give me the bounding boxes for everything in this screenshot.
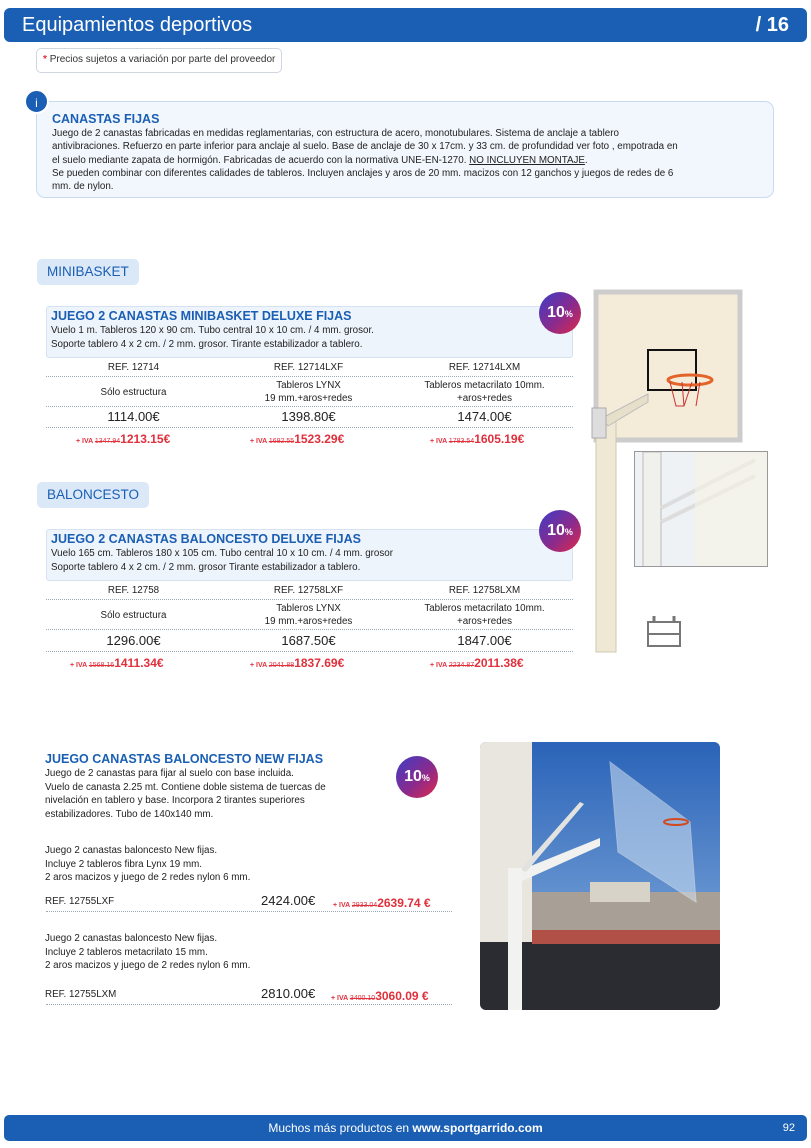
- price-notice: [36, 48, 282, 73]
- product-title: JUEGO 2 CANASTAS MINIBASKET DELUXE FIJAS: [51, 309, 352, 323]
- price-with-iva: + IVA 1568.161411.34€: [70, 656, 164, 670]
- info-line: Juego de 2 canastas fabricadas en medidas reglamentarias, con estructura de acero, monotubulares. Sistema de anclaje a tablero: [52, 128, 619, 139]
- info-line: mm. de nylon.: [52, 181, 114, 193]
- outdoor-basket-photo: [480, 742, 720, 1010]
- variant-desc: Tableros metacrilato 10mm. +aros+redes: [424, 603, 545, 627]
- price-with-iva: + IVA 3400.103060.09 €: [331, 989, 429, 1003]
- anchor-detail-image: [634, 451, 768, 567]
- variant-description: Juego 2 canastas baloncesto New fijas. Incluye 2 tableros metacrilato 15 mm. 2 aros macizos y juego de 2 redes nylon 6 mm.: [45, 933, 251, 971]
- variant-desc: Sólo estructura: [100, 387, 167, 398]
- discount-badge: 10%: [539, 292, 581, 334]
- info-line: el suelo mediante zapata de hormigón. Fabricadas de acuerdo con la normativa UNE-EN-1270. NO INCLUYEN MONTAJE.: [52, 154, 588, 166]
- price-notice-text: Precios sujetos a variación por parte del proveedor: [49, 54, 276, 65]
- info-line: antivibraciones. Refuerzo en parte inferior para anclaje al suelo. Base de anclaje de 30 x 17cm. y 33 cm. de profundidad ver foto , empotrada en: [52, 141, 678, 153]
- product-description: Vuelo 165 cm. Tableros 180 x 105 cm. Tubo central 10 x 10 cm. / 4 mm. grosor: [51, 548, 393, 559]
- price: 1296.00€: [106, 633, 161, 648]
- info-title: CANASTAS FIJAS: [52, 112, 160, 126]
- price: 2424.00€: [261, 893, 316, 908]
- page-number: 92: [782, 1122, 795, 1134]
- price-with-iva: + IVA 1783.541605.19€: [430, 432, 525, 446]
- product-description: Soporte tablero 4 x 2 cm. / 2 mm. grosor Tirante estabilizador a tablero.: [51, 562, 361, 573]
- price: 1474.00€: [457, 409, 512, 424]
- website-link[interactable]: www.sportgarrido.com: [412, 1121, 543, 1135]
- divider: [46, 427, 573, 428]
- product-description: Vuelo 1 m. Tableros 120 x 90 cm. Tubo central 10 x 10 cm. / 4 mm. grosor.: [51, 325, 374, 336]
- ref-code: REF. 12758: [107, 585, 160, 596]
- page-title: Equipamientos deportivos: [22, 14, 253, 36]
- footer-promo: Muchos más productos en www.sportgarrido.com: [268, 1121, 543, 1135]
- price: 1687.50€: [281, 633, 336, 648]
- ref-code: REF. 12758LXM: [448, 585, 521, 596]
- section-tag-minibasket: MINIBASKET: [37, 259, 139, 285]
- ref-code: REF. 12755LXM: [45, 989, 117, 1000]
- info-line: Se pueden combinar con diferentes calidades de tableros. Incluyen anclajes y aros de 20 mm. macizos con 12 ganchos y juegos de redes de 6: [52, 167, 674, 179]
- section-page-number: / 16: [755, 14, 789, 36]
- ref-code: REF. 12714: [107, 362, 160, 373]
- ref-code: REF. 12714LXF: [273, 362, 344, 373]
- divider: [46, 599, 573, 600]
- variant-desc: Sólo estructura: [100, 610, 167, 621]
- ref-code: REF. 12755LXF: [45, 896, 115, 907]
- price: 1114.00€: [107, 409, 160, 424]
- page-footer: [4, 1115, 807, 1141]
- product-title: JUEGO CANASTAS BALONCESTO NEW FIJAS: [45, 752, 324, 766]
- asterisk: *: [43, 54, 47, 65]
- price-with-iva: + IVA 2234.872011.38€: [430, 656, 524, 670]
- divider: [46, 629, 573, 630]
- info-description: [52, 127, 764, 193]
- price: 2810.00€: [261, 986, 316, 1001]
- no-montaje-note: NO INCLUYEN MONTAJE: [469, 154, 585, 166]
- price-with-iva: + IVA 2933.042639.74 €: [333, 896, 431, 910]
- discount-badge: 10%: [396, 756, 438, 798]
- divider: [46, 651, 573, 652]
- divider: [46, 1004, 452, 1005]
- ref-code: REF. 12714LXM: [448, 362, 521, 373]
- variant-desc: Tableros LYNX 19 mm.+aros+redes: [264, 380, 353, 404]
- price: 1398.80€: [281, 409, 336, 424]
- product-description: Juego de 2 canastas para fijar al suelo con base incluida. Vuelo de canasta 2.25 mt. Contiene doble sistema de tuercas de nivelación en tablero y base. Incorpora 2 tirantes superiores estabilizadores. Tubo de 140x140 mm.: [45, 768, 326, 820]
- discount-badge: 10%: [539, 510, 581, 552]
- product-title: JUEGO 2 CANASTAS BALONCESTO DELUXE FIJAS: [51, 532, 361, 546]
- variant-description: Juego 2 canastas baloncesto New fijas. Incluye 2 tableros fibra Lynx 19 mm. 2 aros macizos y juego de 2 redes nylon 6 mm.: [45, 845, 251, 883]
- price: 1847.00€: [457, 633, 512, 648]
- variant-desc: Tableros metacrilato 10mm. +aros+redes: [424, 380, 545, 404]
- ref-code: REF. 12758LXF: [273, 585, 344, 596]
- divider: [46, 406, 573, 407]
- info-icon: i: [24, 89, 49, 114]
- price-with-iva: + IVA 2041.881837.69€: [250, 656, 345, 670]
- divider: [46, 911, 452, 912]
- anchor-base-image: [644, 612, 684, 652]
- price-with-iva: + IVA 1692.551523.29€: [250, 432, 345, 446]
- divider: [46, 376, 573, 377]
- section-tag-baloncesto: BALONCESTO: [37, 482, 149, 508]
- variant-desc: Tableros LYNX 19 mm.+aros+redes: [264, 603, 353, 627]
- page-header: [4, 8, 807, 42]
- product-description: Soporte tablero 4 x 2 cm. / 2 mm. grosor. Tirante estabilizador a tablero.: [51, 339, 363, 350]
- price-with-iva: + IVA 1347.941213.15€: [76, 432, 171, 446]
